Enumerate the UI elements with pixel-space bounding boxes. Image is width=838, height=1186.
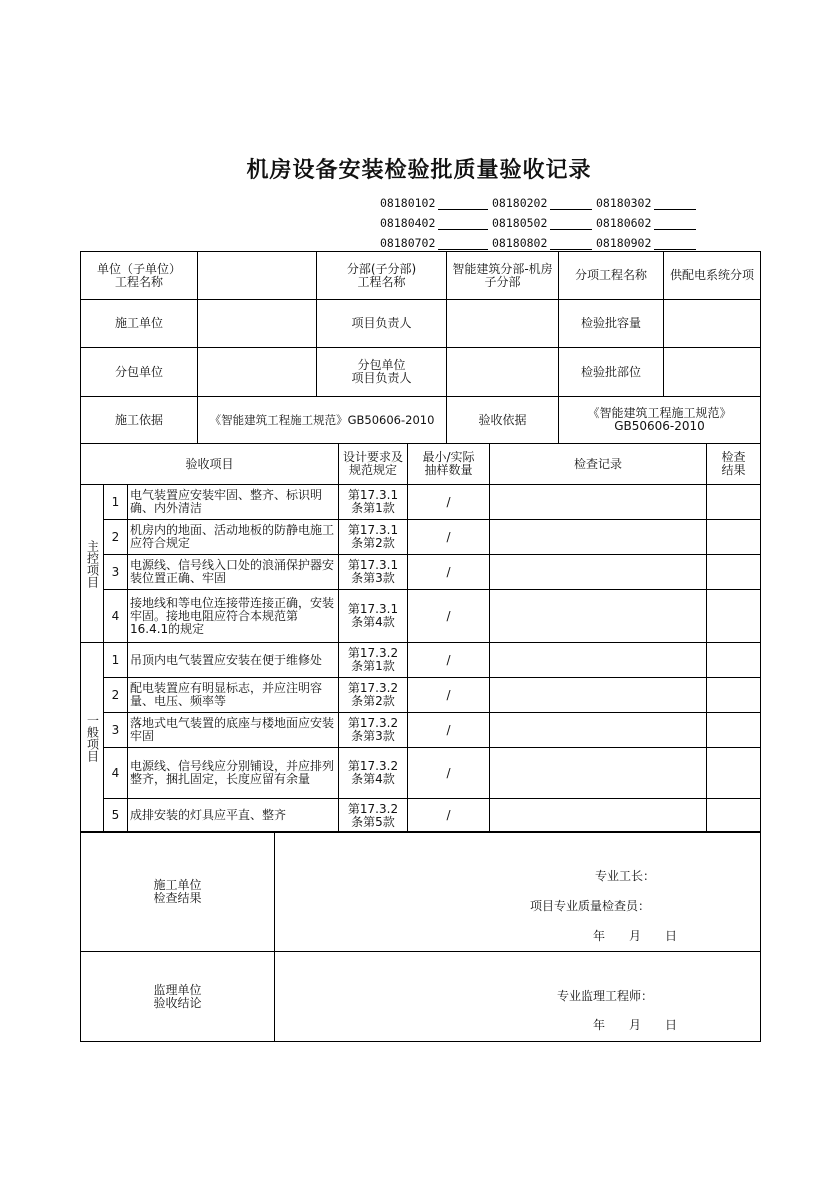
header-design: 设计要求及 规范规定 [339,444,408,485]
signoff-table [80,831,761,1042]
item-clause: 第17.3.1 条第4款 [339,590,408,643]
item-text: 电气装置应安装牢固、整齐、标识明确、内外清洁 [128,485,339,520]
accept-basis-value: 《智能建筑工程施工规范》 GB50606-2010 [559,397,761,444]
info-table [80,251,761,444]
code: 08180602 [596,216,652,230]
item-text: 落地式电气装置的底座与楼地面应安装牢固 [128,713,339,748]
item-result[interactable] [707,485,761,520]
item-record[interactable] [490,643,707,678]
contractor-check-label: 施工单位 检查结果 [81,832,275,952]
item-sample[interactable]: / [408,520,490,555]
item-clause: 第17.3.2 条第2款 [339,678,408,713]
code: 08180902 [596,236,652,250]
item-record[interactable] [490,713,707,748]
header-result: 检查 结果 [707,444,761,485]
item-clause: 第17.3.1 条第2款 [339,520,408,555]
item-sample[interactable]: / [408,799,490,833]
accept-basis-label: 验收依据 [447,397,559,444]
general_items-group-label: 一般项目 [81,643,104,833]
item-result[interactable] [707,643,761,678]
item-text: 接地线和等电位连接带连接正确，安装牢固。接地电阻应符合本规范第16.4.1的规定 [128,590,339,643]
item-sample[interactable]: / [408,643,490,678]
table-row [81,643,761,678]
item-text: 成排安装的灯具应平直、整齐 [128,799,339,833]
inspector-label: 项目专业质量检查员： [530,899,651,913]
location-label: 检验批部位 [559,348,664,397]
code: 08180302 [596,196,652,210]
header-item: 验收项目 [81,444,339,485]
item-label: 分项工程名称 [559,252,664,300]
sub-pm-value[interactable] [447,348,559,397]
item-no: 4 [104,590,128,643]
contractor-value[interactable] [198,300,317,348]
item-result[interactable] [707,678,761,713]
code: 08180702 [380,236,436,250]
item-no: 2 [104,520,128,555]
table-row [81,799,761,833]
table-row [81,678,761,713]
item-sample[interactable]: / [408,748,490,799]
item-value[interactable]: 供配电系统分项 [664,252,761,300]
table-row [81,713,761,748]
table-row [81,520,761,555]
item-clause: 第17.3.2 条第4款 [339,748,408,799]
code: 08180102 [380,196,436,210]
item-clause: 第17.3.2 条第5款 [339,799,408,833]
supervisor-check-area[interactable] [275,952,761,1042]
capacity-value[interactable] [664,300,761,348]
item-no: 2 [104,678,128,713]
basis-value: 《智能建筑工程施工规范》GB50606-2010 [198,397,447,444]
table-row [81,555,761,590]
item-result[interactable] [707,748,761,799]
item-sample[interactable]: / [408,590,490,643]
code: 08180202 [492,196,548,210]
header-sample: 最小/实际 抽样数量 [408,444,490,485]
code: 08180402 [380,216,436,230]
item-result[interactable] [707,590,761,643]
foreman-label: 专业工长： [595,869,656,883]
page-title: 机房设备安装检验批质量验收记录 [246,158,592,183]
inspection-table [80,443,761,833]
item-sample[interactable]: / [408,485,490,520]
sub-value[interactable] [198,348,317,397]
item-no: 4 [104,748,128,799]
code: 08180502 [492,216,548,230]
item-no: 3 [104,713,128,748]
table-row [81,748,761,799]
batch-codes [380,190,700,250]
item-text: 机房内的地面、活动地板的防静电施工应符合规定 [128,520,339,555]
engineer-label: 专业监理工程师： [557,989,654,1003]
item-record[interactable] [490,678,707,713]
item-record[interactable] [490,748,707,799]
contractor-label: 施工单位 [81,300,198,348]
item-result[interactable] [707,713,761,748]
item-no: 1 [104,485,128,520]
item-text: 吊顶内电气装置应安装在便于维修处 [128,643,339,678]
item-clause: 第17.3.2 条第1款 [339,643,408,678]
item-sample[interactable]: / [408,678,490,713]
item-text: 电源线、信号线应分别铺设，并应排列整齐，捆扎固定，长度应留有余量 [128,748,339,799]
item-text: 电源线、信号线入口处的浪涌保护器安装位置正确、牢固 [128,555,339,590]
contractor-check-area[interactable] [275,832,761,952]
item-no: 3 [104,555,128,590]
item-record[interactable] [490,520,707,555]
subdiv-label: 分部(子分部) 工程名称 [317,252,447,300]
item-record[interactable] [490,590,707,643]
sub-pm-label: 分包单位 项目负责人 [317,348,447,397]
subdiv-value[interactable]: 智能建筑分部-机房子分部 [447,252,559,300]
item-clause: 第17.3.1 条第1款 [339,485,408,520]
item-record[interactable] [490,799,707,833]
item-sample[interactable]: / [408,713,490,748]
pm-value[interactable] [447,300,559,348]
main_items-group-label: 主控项目 [81,485,104,643]
table-row [81,485,761,520]
unit-value[interactable] [198,252,317,300]
item-result[interactable] [707,555,761,590]
item-text: 配电装置应有明显标志，并应注明容量、电压、频率等 [128,678,339,713]
item-no: 5 [104,799,128,833]
item-result[interactable] [707,799,761,833]
item-record[interactable] [490,485,707,520]
basis-label: 施工依据 [81,397,198,444]
capacity-label: 检验批容量 [559,300,664,348]
supervisor-date: 年 月 日 [593,1018,678,1032]
location-value[interactable] [664,348,761,397]
item-clause: 第17.3.2 条第3款 [339,713,408,748]
unit-label: 单位（子单位） 工程名称 [81,252,198,300]
item-clause: 第17.3.1 条第3款 [339,555,408,590]
supervisor-check-label: 监理单位 验收结论 [81,952,275,1042]
item-sample[interactable]: / [408,555,490,590]
pm-label: 项目负责人 [317,300,447,348]
item-record[interactable] [490,555,707,590]
contractor-date: 年 月 日 [593,929,678,943]
header-record: 检查记录 [490,444,707,485]
table-row [81,590,761,643]
item-no: 1 [104,643,128,678]
sub-label: 分包单位 [81,348,198,397]
item-result[interactable] [707,520,761,555]
code: 08180802 [492,236,548,250]
